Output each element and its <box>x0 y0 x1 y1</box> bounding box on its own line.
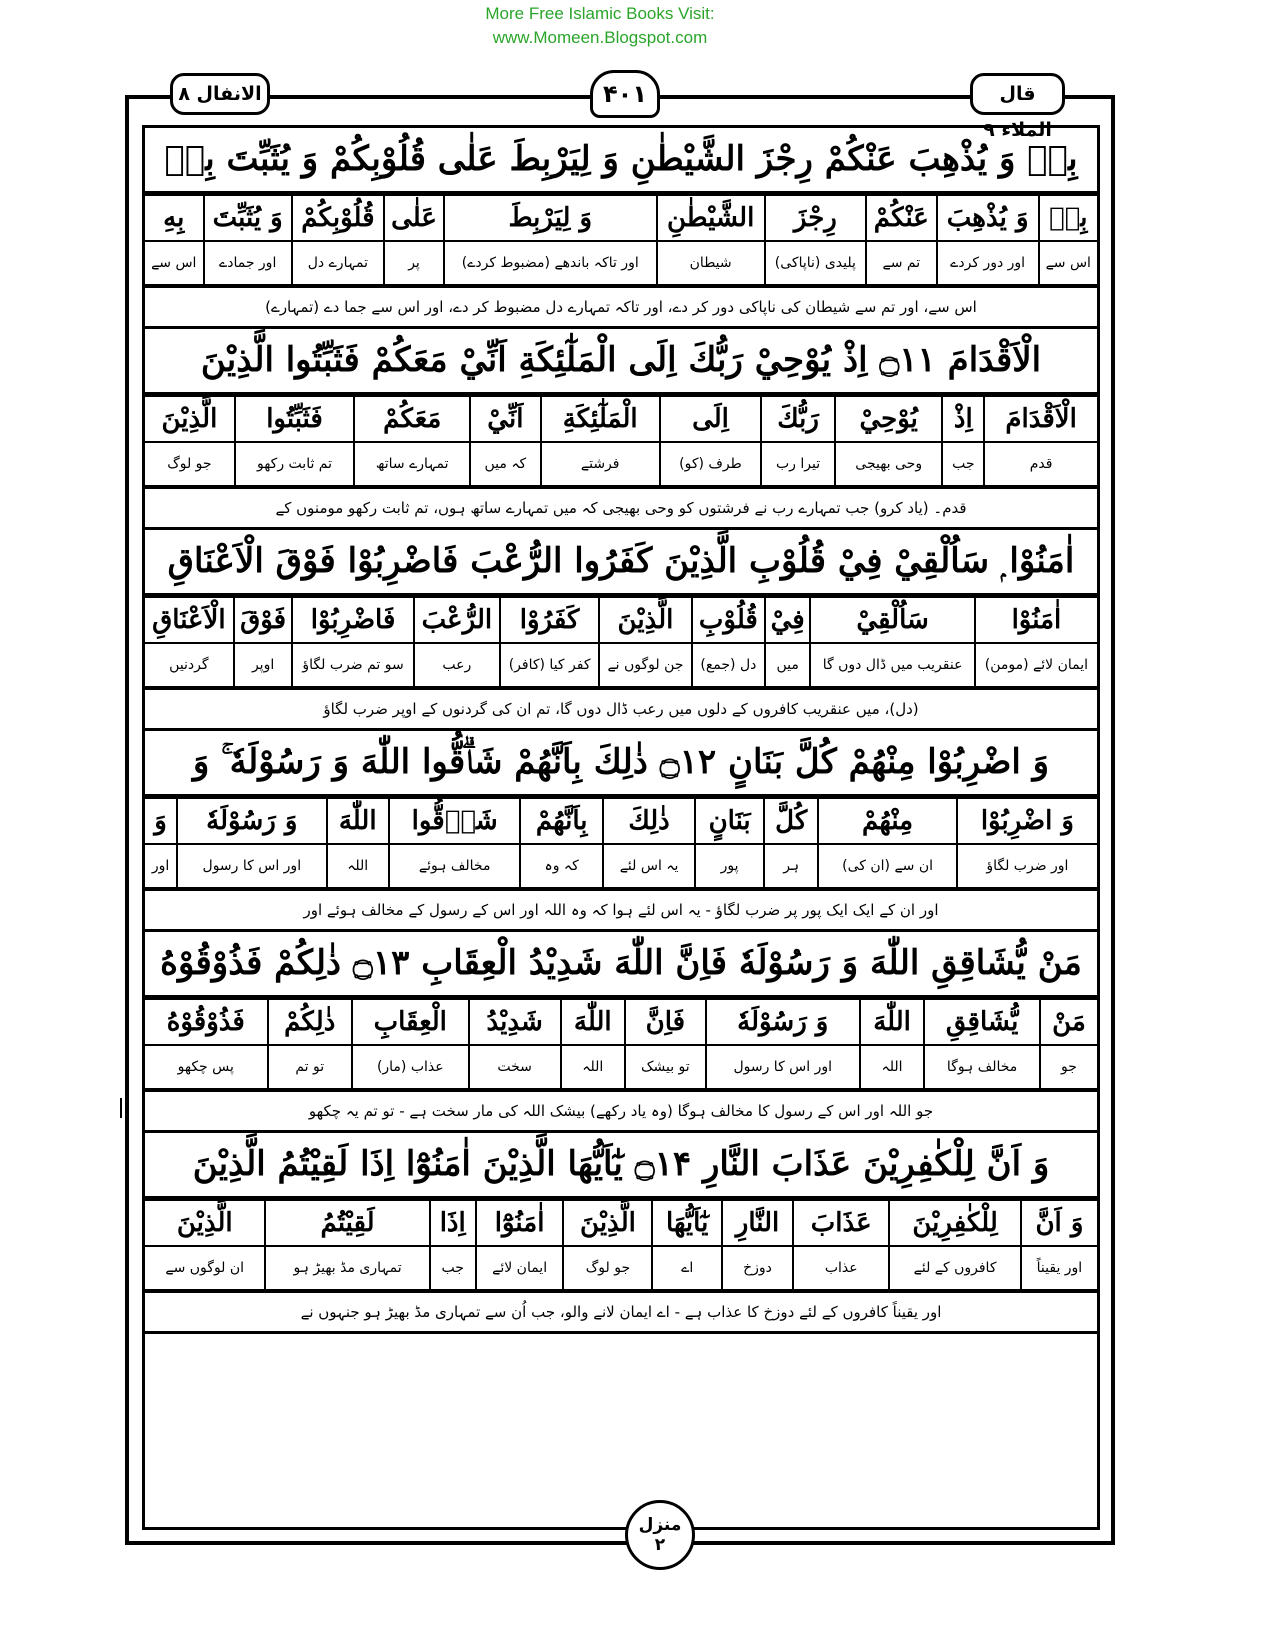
word-grid <box>145 194 1097 286</box>
word-cell: اِذْ <box>942 396 984 442</box>
word-cell: الْاَقْدَامَ <box>984 396 1097 442</box>
meaning-cell: اے <box>652 1246 722 1290</box>
meaning-cell: تو تم <box>268 1045 352 1089</box>
manzil-label: منزل <box>638 1515 682 1535</box>
meaning-cell: رعب <box>414 643 500 687</box>
verse-line: اٰمَنُوْا ۭ سَاُلْقِيْ فِيْ قُلُوْبِ الَّذِيْنَ كَفَرُوا الرُّعْبَ فَاضْرِبُوْا فَوْقَ الْاَعْنَاقِ <box>145 530 1097 596</box>
word-cell: بِهِ <box>145 195 204 241</box>
manzil-marker <box>625 1500 695 1570</box>
word-cell: اِلَى <box>660 396 761 442</box>
meaning-cell: اللہ <box>860 1045 924 1089</box>
word-cell: وَ رَسُوْلَهٗ <box>177 798 326 844</box>
word-cell: مَنْ <box>1040 999 1097 1045</box>
meaning-cell: اور یقیناً <box>1021 1246 1097 1290</box>
meaning-cell: اوپر <box>234 643 293 687</box>
word-cell: وَ يُذْهِبَ <box>937 195 1039 241</box>
word-cell: مَعَكُمْ <box>354 396 470 442</box>
meaning-cell: جن لوگوں نے <box>599 643 692 687</box>
verse-section <box>145 128 1097 329</box>
word-cell: لَقِيْتُمُ <box>265 1200 429 1246</box>
meaning-cell: اور ضرب لگاؤ <box>957 844 1097 888</box>
word-cell: رَبُّكَ <box>761 396 835 442</box>
word-cell: كُلَّ <box>764 798 818 844</box>
word-cell: بَنَانٍ <box>695 798 764 844</box>
meaning-cell: جو لوگ <box>145 442 235 486</box>
meaning-cell: ان سے (ان کی) <box>818 844 956 888</box>
word-cell: شَدِيْدُ <box>469 999 561 1045</box>
word-cell: عَذَابَ <box>793 1200 889 1246</box>
meaning-cell: عنقریب میں ڈال دوں گا <box>810 643 975 687</box>
translation-line: اس سے، اور تم سے شیطان کی ناپاکی دور کر دے، اور تاکہ تمہارے دل مضبوط کر دے، اور اس سے جما دے (تمہارے) <box>145 286 1097 329</box>
verse-section <box>145 731 1097 932</box>
word-cell: الشَّيْطٰنِ <box>657 195 765 241</box>
word-cell: الْمَلٰٓئِكَةِ <box>541 396 660 442</box>
meaning-cell: جب <box>430 1246 476 1290</box>
word-cell: يٰٓاَيُّهَا <box>652 1200 722 1246</box>
word-cell: وَ اضْرِبُوْا <box>957 798 1097 844</box>
meaning-cell: مخالف ہوئے <box>389 844 521 888</box>
word-cell: مِنْهُمْ <box>818 798 956 844</box>
word-cell: وَ <box>145 798 177 844</box>
meaning-cell: ہر <box>764 844 818 888</box>
translation-line: اور یقیناً کافروں کے لئے دوزخ کا عذاب ہے - اے ایمان لانے والو، جب اُن سے تمہاری مڈ بھیڑ ہو جنہوں نے <box>145 1291 1097 1334</box>
surah-label: الانفال ۸ <box>170 73 270 115</box>
meaning-cell: اور تاکہ باندھے (مضبوط کردے) <box>444 241 656 285</box>
meaning-cell: عذاب <box>793 1246 889 1290</box>
meaning-cell: پور <box>695 844 764 888</box>
word-cell: شَاۗقُّوا <box>389 798 521 844</box>
meaning-cell: پر <box>384 241 444 285</box>
translation-line: (دل)، میں عنقریب کافروں کے دلوں میں رعب ڈال دوں گا، تم ان کی گردنوں کے اوپر ضرب لگاؤ <box>145 688 1097 731</box>
meaning-cell: ان لوگوں سے <box>145 1246 265 1290</box>
verse-line: مَنْ يُّشَاقِقِ اللّٰهَ وَ رَسُوْلَهٗ فَاِنَّ اللّٰهَ شَدِيْدُ الْعِقَابِ ۝۱۳ ذٰلِكُمْ فَذُوْقُوْهُ <box>145 932 1097 998</box>
word-cell: الَّذِيْنَ <box>563 1200 652 1246</box>
word-cell: الْعِقَابِ <box>352 999 469 1045</box>
word-cell: الَّذِيْنَ <box>145 1200 265 1246</box>
word-cell: يُوْحِيْ <box>835 396 942 442</box>
word-cell: فَذُوْقُوْهُ <box>145 999 268 1045</box>
word-cell: فَوْقَ <box>234 597 293 643</box>
page-content <box>145 128 1097 1334</box>
meaning-cell: جو لوگ <box>563 1246 652 1290</box>
translation-line: جو اللہ اور اس کے رسول کا مخالف ہوگا (وہ یاد رکھے) بیشک اللہ کی مار سخت ہے - تو تم یہ چکھو <box>145 1090 1097 1133</box>
meaning-cell: اور اس کا رسول <box>177 844 326 888</box>
word-cell: سَاُلْقِيْ <box>810 597 975 643</box>
meaning-cell: اس سے <box>1039 241 1097 285</box>
verse-section <box>145 530 1097 731</box>
word-cell: اللّٰهَ <box>860 999 924 1045</box>
meaning-cell: سخت <box>469 1045 561 1089</box>
meaning-cell: کافروں کے لئے <box>889 1246 1021 1290</box>
meaning-cell: سو تم ضرب لگاؤ <box>292 643 413 687</box>
meaning-cell: کفر کیا (کافر) <box>500 643 599 687</box>
word-cell: وَ لِيَرْبِطَ <box>444 195 656 241</box>
meaning-cell: طرف (کو) <box>660 442 761 486</box>
para-label: قال الملاء ۹ <box>970 73 1065 115</box>
word-cell: كَفَرُوْا <box>500 597 599 643</box>
meaning-cell: جب <box>942 442 984 486</box>
word-cell: وَ رَسُوْلَهٗ <box>706 999 860 1045</box>
word-cell: رِجْزَ <box>765 195 866 241</box>
manzil-number: ۲ <box>654 1535 666 1555</box>
word-cell: وَ اَنَّ <box>1021 1200 1097 1246</box>
meaning-cell: ایمان لائے (مومن) <box>975 643 1097 687</box>
meaning-cell: میں <box>765 643 810 687</box>
meaning-cell: تمہاری مڈ بھیڑ ہو <box>265 1246 429 1290</box>
verse-line: الْاَقْدَامَ ۝۱۱ اِذْ يُوْحِيْ رَبُّكَ اِلَى الْمَلٰٓئِكَةِ اَنِّيْ مَعَكُمْ فَثَبِّتُوا الَّذِيْنَ <box>145 329 1097 395</box>
translation-line: اور ان کے ایک ایک پور پر ضرب لگاؤ - یہ اس لئے ہوا کہ وہ اللہ اور اس کے رسول کے مخالف ہوئے اور <box>145 889 1097 932</box>
word-cell: وَ يُثَبِّتَ <box>204 195 292 241</box>
meaning-cell: تیرا رب <box>761 442 835 486</box>
word-cell: اٰمَنُوْٓا <box>476 1200 564 1246</box>
word-grid <box>145 998 1097 1090</box>
meaning-cell: یہ اس لئے <box>603 844 695 888</box>
word-cell: قُلُوْبِكُمْ <box>292 195 384 241</box>
word-cell: الرُّعْبَ <box>414 597 500 643</box>
word-cell: اَنِّيْ <box>470 396 540 442</box>
margin-mark <box>120 1098 122 1118</box>
meaning-cell: کہ وہ <box>520 844 602 888</box>
page-number: ۴۰۱ <box>590 70 660 118</box>
word-cell: اِذَا <box>430 1200 476 1246</box>
meaning-cell: عذاب (مار) <box>352 1045 469 1089</box>
meaning-cell: اللہ <box>561 1045 625 1089</box>
word-cell: اللّٰهَ <box>561 999 625 1045</box>
verse-line: بِهٖ وَ يُذْهِبَ عَنْكُمْ رِجْزَ الشَّيْطٰنِ وَ لِيَرْبِطَ عَلٰى قُلُوْبِكُمْ وَ يُثَبِّتَ بِهٖ <box>145 128 1097 194</box>
word-cell: عَنْكُمْ <box>866 195 937 241</box>
meaning-cell: اور <box>145 844 177 888</box>
word-cell: عَلٰى <box>384 195 444 241</box>
meaning-cell: اور اس کا رسول <box>706 1045 860 1089</box>
promo-note <box>0 2 1200 50</box>
word-cell: ذٰلِكُمْ <box>268 999 352 1045</box>
meaning-cell: دوزخ <box>722 1246 793 1290</box>
verse-line: وَ اضْرِبُوْا مِنْهُمْ كُلَّ بَنَانٍ ۝۱۲ ذٰلِكَ بِاَنَّهُمْ شَاۗقُّوا اللّٰهَ وَ رَسُوْلَهٗ ۚ وَ <box>145 731 1097 797</box>
word-cell: بِهٖ <box>1039 195 1097 241</box>
word-cell: فَاضْرِبُوْا <box>292 597 413 643</box>
word-cell: الَّذِيْنَ <box>145 396 235 442</box>
promo-link[interactable]: www.Momeen.Blogspot.com <box>492 28 708 47</box>
meaning-cell: تم سے <box>866 241 937 285</box>
meaning-cell: شیطان <box>657 241 765 285</box>
word-cell: ذٰلِكَ <box>603 798 695 844</box>
meaning-cell: مخالف ہوگا <box>924 1045 1040 1089</box>
meaning-cell: اس سے <box>145 241 204 285</box>
meaning-cell: قدم <box>984 442 1097 486</box>
verse-section <box>145 1133 1097 1334</box>
word-grid <box>145 797 1097 889</box>
word-cell: يُّشَاقِقِ <box>924 999 1040 1045</box>
meaning-cell: تمہارے دل <box>292 241 384 285</box>
meaning-cell: پس چکھو <box>145 1045 268 1089</box>
meaning-cell: ایمان لائے <box>476 1246 564 1290</box>
word-cell: النَّارِ <box>722 1200 793 1246</box>
meaning-cell: اور دور کردے <box>937 241 1039 285</box>
word-cell: بِاَنَّهُمْ <box>520 798 602 844</box>
word-cell: اللّٰهَ <box>327 798 389 844</box>
word-grid <box>145 1199 1097 1291</box>
word-cell: فِيْ <box>765 597 810 643</box>
verse-section <box>145 329 1097 530</box>
meaning-cell: کہ میں <box>470 442 540 486</box>
word-grid <box>145 395 1097 487</box>
word-cell: اٰمَنُوْا <box>975 597 1097 643</box>
word-cell: الْاَعْنَاقِ <box>145 597 234 643</box>
word-cell: فَثَبِّتُوا <box>235 396 354 442</box>
word-cell: لِلْكٰفِرِيْنَ <box>889 1200 1021 1246</box>
promo-line-1: More Free Islamic Books Visit: <box>485 4 715 23</box>
verse-line: وَ اَنَّ لِلْكٰفِرِيْنَ عَذَابَ النَّارِ ۝۱۴ يٰٓاَيُّهَا الَّذِيْنَ اٰمَنُوْٓا اِذَا لَقِيْتُمُ الَّذِيْنَ <box>145 1133 1097 1199</box>
verse-section <box>145 932 1097 1133</box>
word-cell: الَّذِيْنَ <box>599 597 692 643</box>
meaning-cell: دل (جمع) <box>692 643 765 687</box>
meaning-cell: فرشتے <box>541 442 660 486</box>
meaning-cell: گردنیں <box>145 643 234 687</box>
meaning-cell: اور جمادے <box>204 241 292 285</box>
meaning-cell: جو <box>1040 1045 1097 1089</box>
word-grid <box>145 596 1097 688</box>
meaning-cell: تم ثابت رکھو <box>235 442 354 486</box>
meaning-cell: تو بیشک <box>625 1045 706 1089</box>
meaning-cell: تمہارے ساتھ <box>354 442 470 486</box>
word-cell: قُلُوْبِ <box>692 597 765 643</box>
meaning-cell: وحی بھیجی <box>835 442 942 486</box>
meaning-cell: پلیدی (ناپاکی) <box>765 241 866 285</box>
translation-line: قدم۔ (یاد کرو) جب تمہارے رب نے فرشتوں کو وحی بھیجی کہ میں تمہارے ساتھ ہوں، تم ثابت رکھو مومنوں کے <box>145 487 1097 530</box>
meaning-cell: اللہ <box>327 844 389 888</box>
word-cell: فَاِنَّ <box>625 999 706 1045</box>
